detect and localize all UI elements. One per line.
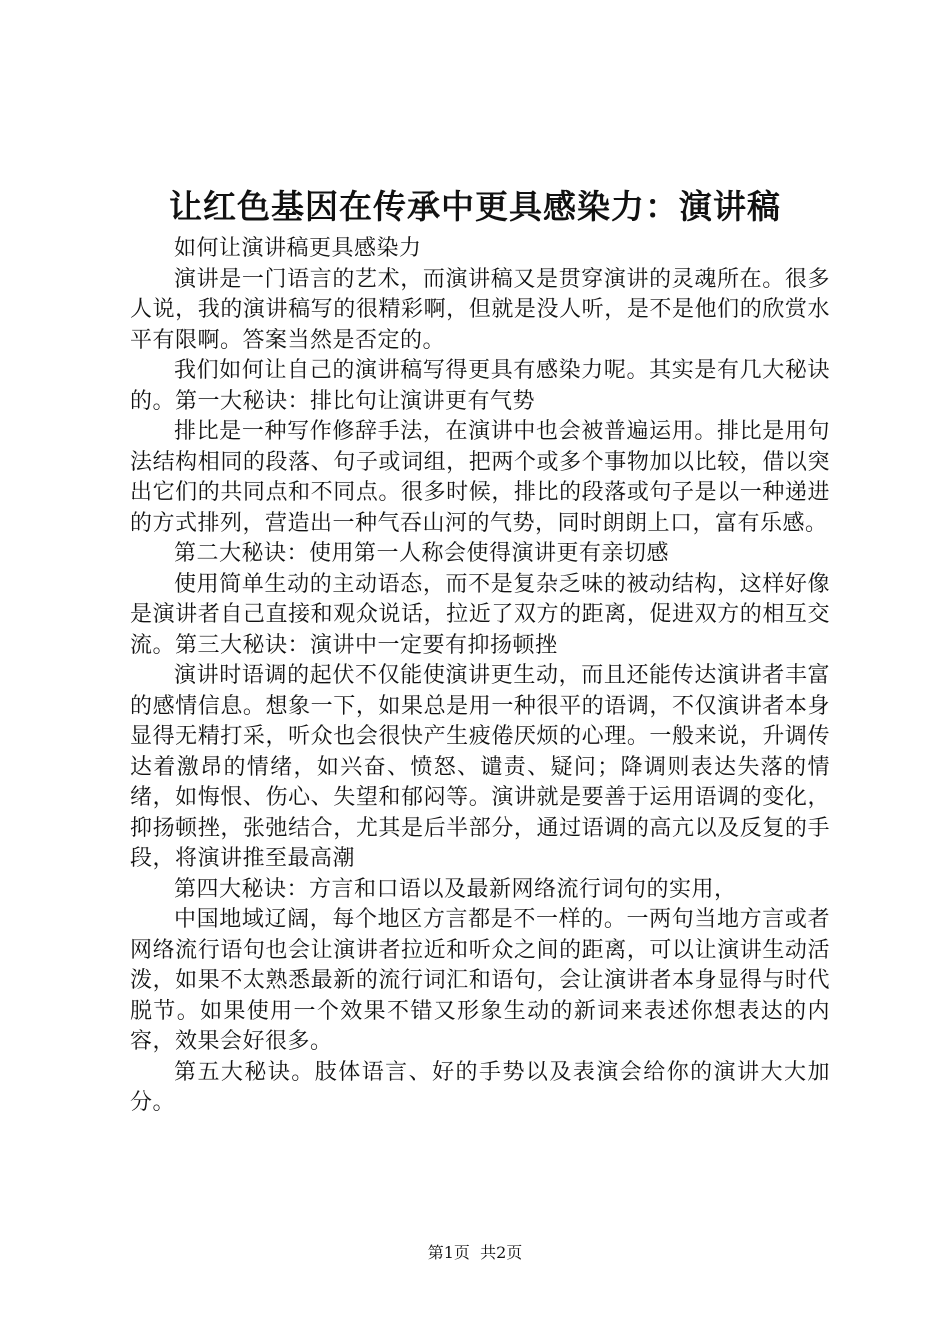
paragraph-active-voice: 使用简单生动的主动语态，而不是复杂乏味的被动结构，这样好像是演讲者自己直接和观众说话，拉近了双方的距离，促进双方的相互交流。第三大秘诀：演讲中一定要有抑扬顿挫 — [130, 571, 830, 658]
paragraph-secret-5: 第五大秘诀。肢体语言、好的手势以及表演会给你的演讲大大加分。 — [130, 1059, 830, 1115]
page-footer — [0, 1241, 950, 1265]
paragraph-subtitle: 如何让演讲稿更具感染力 — [174, 236, 422, 261]
page-number: 第1页 — [427, 1243, 470, 1262]
paragraph-secret-2: 第二大秘诀：使用第一人称会使得演讲更有亲切感 — [174, 541, 670, 566]
paragraph-intro: 演讲是一门语言的艺术，而演讲稿又是贯穿演讲的灵魂所在。很多人说，我的演讲稿写的很精彩啊，但就是没人听，是不是他们的欣赏水平有限啊。答案当然是否定的。 — [130, 266, 830, 353]
paragraph-parallelism: 排比是一种写作修辞手法，在演讲中也会被普遍运用。排比是用句法结构相同的段落、句子或词组，把两个或多个事物加以比较，借以突出它们的共同点和不同点。很多时候，排比的段落或句子是以一种递进的方式排列，营造出一种气吞山河的气势，同时朗朗上口，富有乐感。 — [130, 419, 830, 536]
document-title: 让红色基因在传承中更具感染力：演讲稿 — [169, 187, 781, 226]
paragraph-secret-4: 第四大秘诀：方言和口语以及最新网络流行词句的实用， — [174, 876, 737, 902]
paragraph-secret-1: 我们如何让自己的演讲稿写得更具有感染力呢。其实是有几大秘诀的。第一大秘诀：排比句让演讲更有气势 — [130, 358, 830, 414]
page-total: 共2页 — [480, 1243, 523, 1262]
document-body — [130, 234, 830, 1119]
footer-separator — [470, 1243, 480, 1262]
paragraph-dialect: 中国地域辽阔，每个地区方言都是不一样的。一两句当地方言或者网络流行语句也会让演讲者拉近和听众之间的距离，可以让演讲生动活泼，如果不太熟悉最新的流行词汇和语句，会让演讲者本身显得与时代脱节。如果使用一个效果不错又形象生动的新词来表述你想表达的内容，效果会好很多。 — [130, 907, 830, 1054]
paragraph-intonation: 演讲时语调的起伏不仅能使演讲更生动，而且还能传达演讲者丰富的感情信息。想象一下，如果总是用一种很平的语调，不仅演讲者本身显得无精打采，听众也会很快产生疲倦厌烦的心理。一般来说，升调传达着激昂的情绪，如兴奋、愤怒、谴责、疑问；降调则表达失落的情绪，如悔恨、伤心、失望和郁闷等。演讲就是要善于运用语调的变化，抑扬顿挫，张弛结合，尤其是后半部分，通过语调的高亢以及反复的手段，将演讲推至最高潮 — [130, 663, 830, 871]
